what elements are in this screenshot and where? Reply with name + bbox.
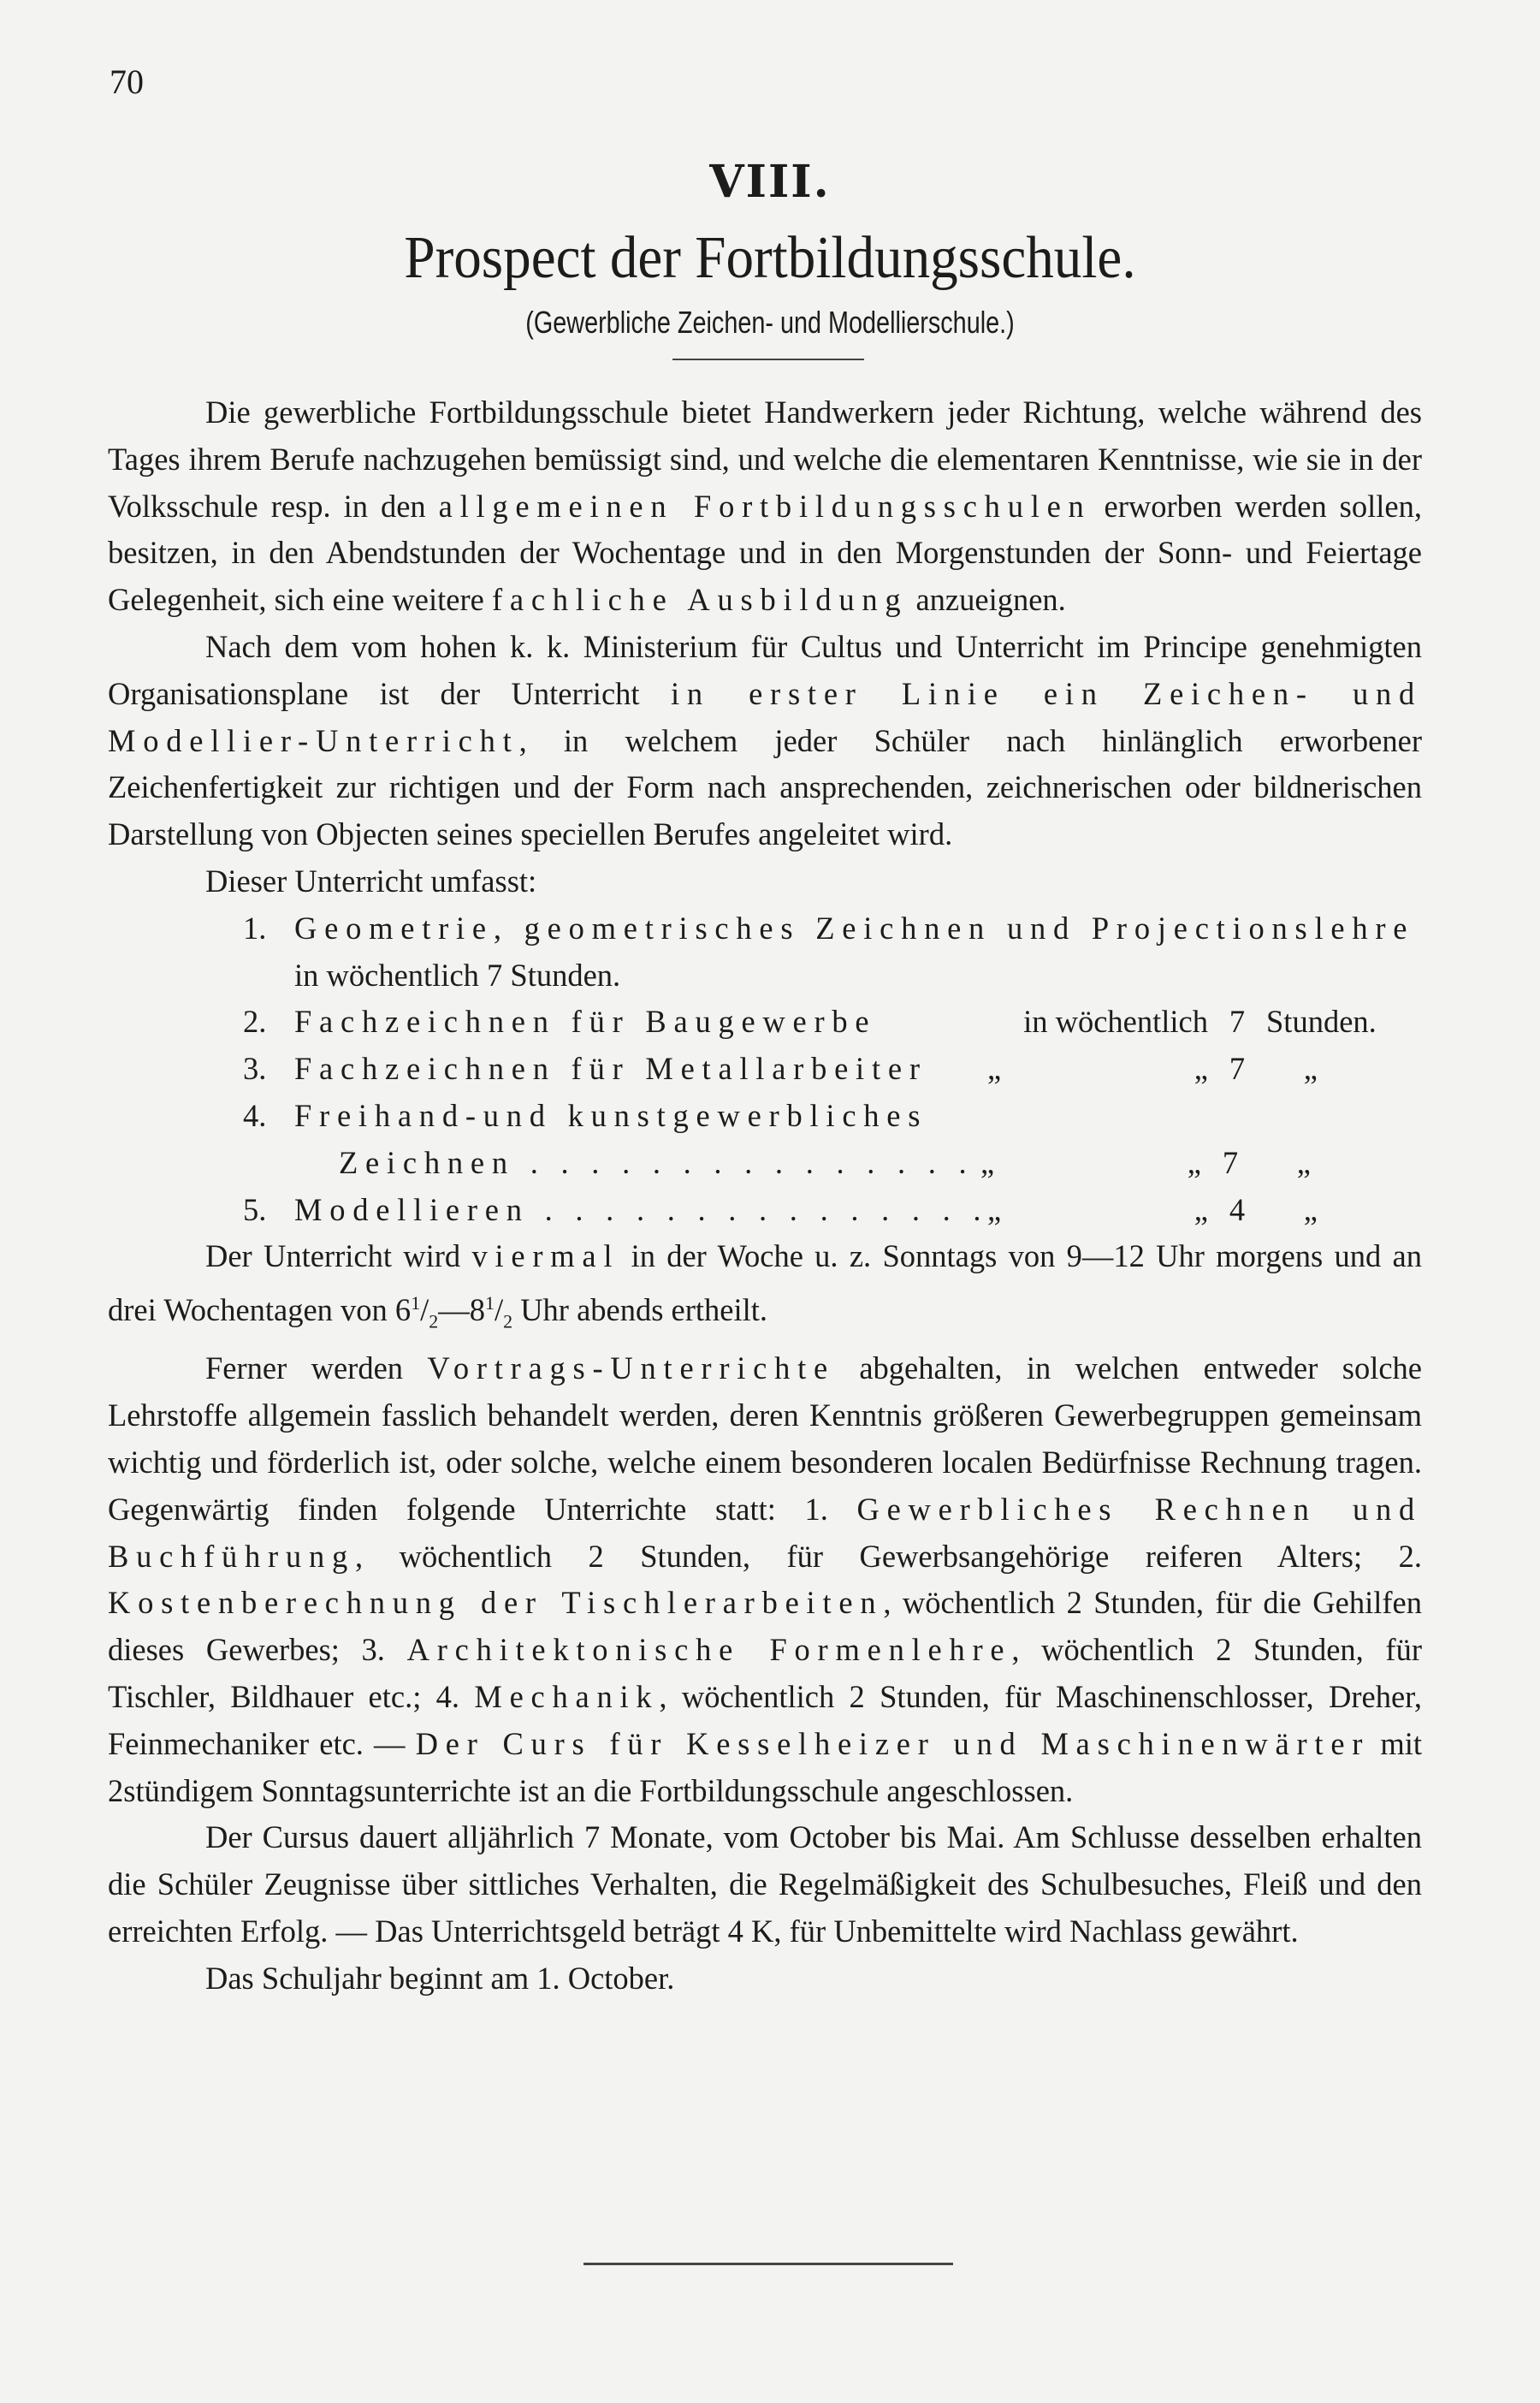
ditto-mark: „ <box>1303 1191 1318 1227</box>
fraction-denominator: 2 <box>429 1310 439 1332</box>
emphasis-text: Der Curs für Kesselheizer und Maschinenwärter <box>415 1725 1371 1761</box>
list-number: 1. <box>243 910 267 946</box>
list-label: Freihand-und kunstgewerbliches <box>294 1097 928 1133</box>
text-run: mit 2stündigem Sonntagsunterrichte ist an die Fortbildungsschule angeschlossen. <box>108 1725 1422 1808</box>
paragraph-intro <box>108 389 1422 624</box>
hours-value: 7 <box>1229 1004 1246 1040</box>
text-run: , wöchentlich 2 Stunden, für die Gehilfen dieses Gewerbes; 3. <box>108 1585 1423 1668</box>
list-item <box>108 1187 1422 1234</box>
text-run: , in welchem jeder Schüler nach hinlänglich erworbener Zeichenfertigkeit zur richtigen und der Form nach ansprechenden, zeichnerischen oder bildnerischen Darstellung von Objecten seines speciellen Berufes angeleitet wird. <box>108 722 1422 852</box>
ditto-mark: „ <box>980 1144 995 1180</box>
paragraph-list-intro: Dieser Unterricht umfasst: <box>205 863 537 899</box>
emphasis-text: Kostenberechnung der Tischlerarbeiten <box>108 1585 884 1621</box>
list-label <box>294 905 1422 1000</box>
hours-phrase: in wöchentlich <box>1023 1004 1208 1040</box>
fraction-numerator: 1 <box>411 1292 421 1314</box>
text-run: , wöchentlich 2 Stunden, für Tischler, Bildhauer etc.; 4. <box>108 1632 1422 1714</box>
text-run: , wöchentlich 2 Stunden, für Gewerbsangehörige reiferen Alters; 2. <box>354 1538 1422 1574</box>
chapter-heading: VIII. <box>709 156 831 208</box>
emphasis-text: Mechanik <box>474 1678 660 1714</box>
list-item <box>108 1046 1422 1093</box>
paragraph-school-year: Das Schuljahr beginnt am 1. October. <box>205 1960 675 1996</box>
list-item-continuation <box>108 1140 1422 1187</box>
fraction-numerator: 1 <box>485 1292 495 1314</box>
text-run: —8 <box>438 1292 485 1328</box>
list-item <box>108 1093 1422 1140</box>
list-item <box>108 905 1422 1000</box>
list-number: 5. <box>243 1191 267 1227</box>
closing-divider <box>583 2263 953 2265</box>
hours-value: 7 <box>1229 1051 1246 1087</box>
emphasis-text: Gewerbliches Rechnen und Buchführung <box>108 1491 1422 1574</box>
list-label: Zeichnen . . . <box>339 1140 980 1187</box>
text-run: anzueignen. <box>908 582 1066 618</box>
fraction-slash: / <box>494 1292 504 1328</box>
subject-list <box>108 905 1422 1234</box>
text-run: Uhr abends ertheilt. <box>512 1292 768 1328</box>
list-item <box>108 999 1422 1046</box>
text-run: Nach dem vom hohen k. k. Ministerium für Cultus und Unterricht im Principe genehmigten Organisationsplane ist der Unterricht <box>108 628 1422 711</box>
ditto-mark: „ <box>1187 1144 1201 1180</box>
list-label: Fachzeichnen für Metallarbeiter <box>294 1051 927 1087</box>
text-run: , wöchentlich 2 Stunden, für Maschinenschlosser, Dreher, Feinmechaniker etc. — <box>108 1678 1422 1761</box>
list-number: 3. <box>243 1051 267 1087</box>
text-run: Ferner werden <box>205 1350 428 1386</box>
ditto-mark: „ <box>1303 1051 1318 1087</box>
list-label: Fachzeichnen für Baugewerbe <box>294 1004 877 1040</box>
emphasis-text: in erster Linie ein Zeichen- und Modellier-Unterricht <box>108 675 1423 758</box>
hours-value: 7 <box>1222 1144 1239 1180</box>
paragraph-schedule <box>108 1233 1422 1345</box>
page-number: 70 <box>110 62 144 101</box>
paragraph-lectures <box>108 1345 1422 1814</box>
page-subtitle: (Gewerbliche Zeichen- und Modellierschule.) <box>525 305 1015 340</box>
text-run: Der Unterricht wird <box>205 1238 472 1274</box>
paragraph-course: Der Cursus dauert alljährlich 7 Monate, vom October bis Mai. Am Schlusse desselben erhalten die Schüler Zeugnisse über sittliches Verhalten, die Regelmäßigkeit des Schulbesuches, Fleiß und den erreichten Erfolg. — Das Unterrichtsgeld beträgt 4 K, für Unbemittelte wird Nachlass gewährt. <box>108 1819 1422 1949</box>
list-number: 4. <box>243 1097 267 1133</box>
text-run: in wöchentlich 7 Stunden. <box>294 957 621 993</box>
list-label: Modellieren . . . <box>294 1187 987 1234</box>
page-title: Prospect der Fortbildungsschule. <box>404 225 1136 291</box>
text-run: in der Woche u. z. Sonntags von 9—12 Uhr morgens und an drei Wochentagen von 6 <box>108 1238 1422 1328</box>
fraction-slash: / <box>420 1292 429 1328</box>
emphasis-text: fachliche Ausbildung <box>491 582 909 618</box>
emphasis-text: allgemeinen Fortbildungsschulen <box>438 488 1092 524</box>
text-run: Die gewerbliche Fortbildungsschule bietet Handwerkern jeder Richtung, welche während des Tages ihrem Berufe nachzugehen bemüssigt sind, und welche die elementaren Kenntnisse, wie sie in der Volksschule resp. in den <box>108 395 1422 524</box>
text-run: erworben werden sollen, besitzen, in den Abendstunden der Wochentage und in den Morgenstunden der Sonn- und Feiertage Gelegenheit, sich eine weitere <box>108 488 1422 618</box>
paragraph-organisation <box>108 624 1422 858</box>
emphasis-text: Architektonische Formenlehre <box>406 1632 1012 1668</box>
fraction-denominator: 2 <box>503 1310 513 1332</box>
emphasis-text: Vortrags-Unterrichte <box>427 1350 835 1386</box>
title-divider <box>672 359 864 360</box>
hours-unit: Stunden. <box>1266 1004 1377 1040</box>
ditto-mark: „ <box>1194 1191 1208 1227</box>
ditto-mark: „ <box>987 1191 1002 1227</box>
list-number: 2. <box>243 1004 267 1040</box>
document-body <box>108 389 1422 2002</box>
ditto-mark: „ <box>987 1051 1002 1087</box>
emphasis-text: viermal <box>471 1238 620 1274</box>
hours-value: 4 <box>1229 1191 1246 1227</box>
emphasis-text: Geometrie, geometrisches Zeichnen und Projectionslehre <box>294 910 1415 946</box>
ditto-mark: „ <box>1194 1051 1208 1087</box>
ditto-mark: „ <box>1296 1144 1311 1180</box>
text-run: abgehalten, in welchen entweder solche Lehrstoffe allgemein fasslich behandelt werden, deren Kenntnis größeren Gewerbegruppen gemeinsam wichtig und förderlich ist, oder solche, welche einem besonderen localen Bedürfnisse Rechnung tragen. Gegenwärtig finden folgende Unterrichte statt: 1. <box>108 1350 1422 1527</box>
